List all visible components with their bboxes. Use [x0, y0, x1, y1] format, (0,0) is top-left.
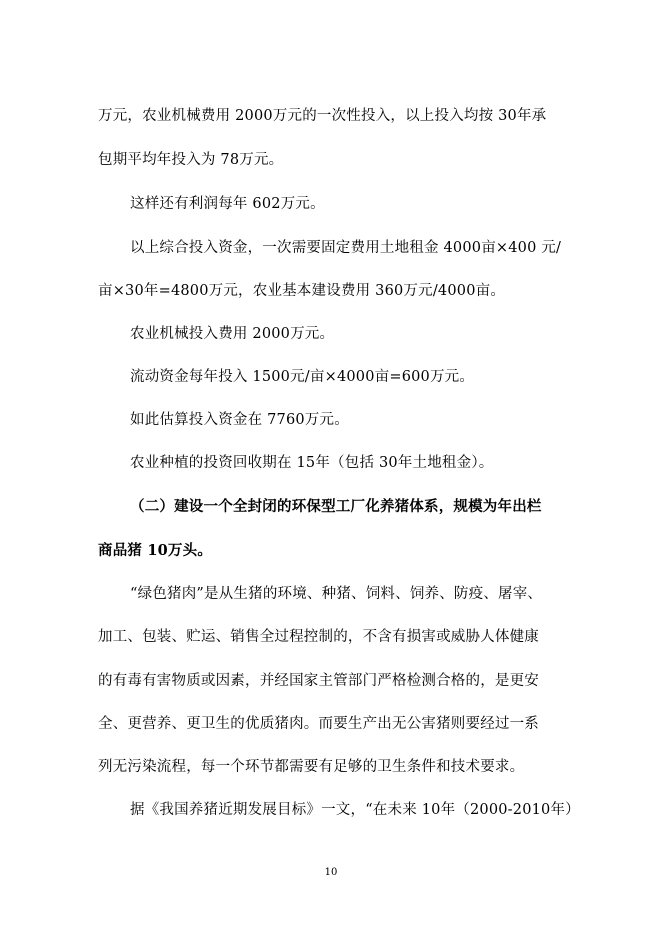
body-text-line: 加工、包装、贮运、销售全过程控制的，不含有损害或威胁人体健康 [98, 629, 539, 645]
body-text-line: 万元，农业机械费用 2000万元的一次性投入，以上投入均按 30年承 [98, 108, 547, 124]
body-text-line: 的有毒有害物质或因素，并经国家主管部门严格检测合格的，是更安 [98, 673, 539, 689]
paragraph-working-capital: 流动资金每年投入 1500元/亩×4000亩=600万元。 [130, 369, 475, 385]
paragraph-green-pork: “绿色猪肉”是从生猪的环境、种猪、饲料、饲养、防疫、屠宰、 [130, 586, 543, 602]
body-text-line: 列无污染流程，每一个环节都需要有足够的卫生条件和技术要求。 [98, 759, 525, 775]
paragraph-profit: 这样还有利润每年 602万元。 [130, 196, 325, 212]
section-heading-continued: 商品猪 10万头。 [98, 542, 213, 559]
paragraph-estimate: 如此估算投入资金在 7760万元。 [130, 412, 349, 428]
page-number: 10 [324, 867, 338, 878]
body-text-line: 全、更营养、更卫生的优质猪肉。而要生产出无公害猪则要经过一系 [98, 716, 539, 732]
section-heading: （二）建设一个全封闭的环保型工厂化养猪体系，规模为年出栏 [130, 498, 542, 515]
body-text-line: 亩×30年=4800万元，农业基本建设费用 360万元/4000亩。 [98, 283, 506, 299]
paragraph-payback: 农业种植的投资回收期在 15年（包括 30年土地租金）。 [130, 455, 494, 471]
paragraph-investment: 以上综合投入资金，一次需要固定费用土地租金 4000亩×400 元/ [130, 240, 562, 256]
body-text-line: 包期平均年投入为 78万元。 [98, 152, 284, 168]
paragraph-development-goals: 据《我国养猪近期发展目标》一文，“在未来 10年（2000-2010年） [130, 802, 580, 818]
paragraph-machinery: 农业机械投入费用 2000万元。 [130, 326, 335, 342]
